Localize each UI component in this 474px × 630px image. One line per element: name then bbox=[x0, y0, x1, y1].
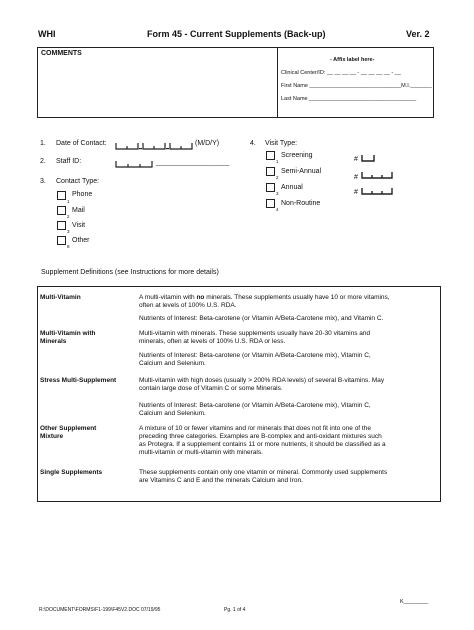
q2-number: 2. bbox=[40, 158, 46, 165]
contact-visit-code: 3 bbox=[67, 229, 70, 234]
staff-id-line[interactable]: ______________________ bbox=[156, 160, 230, 166]
def-multi-vitamin-minerals-nutrients2: Calcium and Selenium. bbox=[139, 360, 206, 367]
visit-annual-checkbox[interactable] bbox=[266, 183, 275, 192]
q2-label: Staff ID: bbox=[56, 158, 82, 165]
term-other-supplement-line1: Other Supplement bbox=[40, 425, 97, 432]
k-line-field[interactable]: K________ bbox=[400, 599, 429, 605]
visit-screening-code: 1 bbox=[276, 159, 279, 164]
contact-other-code: 8 bbox=[67, 244, 70, 249]
visit-nonroutine-checkbox[interactable] bbox=[266, 199, 275, 208]
affix-label: - Affix label here- bbox=[330, 57, 375, 63]
def-stress-nutrients2: Calcium and Selenium. bbox=[139, 410, 206, 417]
contact-phone-label: Phone bbox=[72, 191, 93, 198]
contact-other-checkbox[interactable] bbox=[57, 236, 66, 245]
last-name-field[interactable]: Last Name ___________________________________ bbox=[281, 96, 417, 102]
term-single-supplements: Single Supplements bbox=[40, 469, 103, 476]
annual-number-sign: # bbox=[354, 189, 358, 196]
date-of-contact-boxes[interactable] bbox=[116, 141, 192, 150]
q3-label: Contact Type: bbox=[56, 178, 100, 185]
visit-screening-label: Screening bbox=[281, 152, 313, 159]
semiannual-number-boxes[interactable] bbox=[362, 172, 392, 180]
def-multi-vitamin-line1: A multi-vitamin with no minerals. These supplements usually have 10 or more vitamins, bbox=[139, 294, 390, 301]
def-multi-vitamin-line2: often at levels of 100% U.S. RDA. bbox=[139, 302, 237, 309]
visit-nonroutine-label: Non-Routine bbox=[281, 200, 321, 207]
term-multi-vitamin-minerals-line1: Multi-Vitamin with bbox=[40, 330, 96, 337]
screening-number-sign: # bbox=[354, 156, 358, 163]
contact-other-label: Other bbox=[72, 237, 90, 244]
q4-label: Visit Type: bbox=[265, 140, 298, 147]
q1-label: Date of Contact: bbox=[56, 140, 107, 147]
visit-semiannual-checkbox[interactable] bbox=[266, 167, 275, 176]
def-multi-vitamin-minerals-line1: Multi-vitamin with minerals. These supplements usually have 20-30 vitamins and bbox=[139, 330, 371, 337]
contact-phone-checkbox[interactable] bbox=[57, 191, 66, 200]
def-other-line1: A mixture of 10 or fewer vitamins and /or minerals that does not fit into one of the bbox=[139, 425, 371, 432]
q4-number: 4. bbox=[250, 140, 256, 147]
visit-screening-checkbox[interactable] bbox=[266, 151, 275, 160]
visit-annual-label: Annual bbox=[281, 184, 303, 191]
contact-mail-code: 2 bbox=[67, 214, 70, 219]
q1-number: 1. bbox=[40, 140, 46, 147]
visit-semiannual-code: 2 bbox=[276, 175, 279, 180]
visit-nonroutine-code: 4 bbox=[276, 207, 279, 212]
def-multi-vitamin-minerals-nutrients1: Nutrients of Interest: Beta-carotene (or Vitamin A/Beta-Carotene mix), Vitamin C, bbox=[139, 352, 371, 359]
q3-number: 3. bbox=[40, 178, 46, 185]
def-multi-vitamin-nutrients: Nutrients of Interest: Beta-carotene (or Vitamin A/Beta-Carotene mix), and Vitamin C. bbox=[139, 315, 384, 322]
annual-number-boxes[interactable] bbox=[362, 188, 392, 196]
semiannual-number-sign: # bbox=[354, 174, 358, 181]
definitions-heading: Supplement Definitions (see Instructions for more details) bbox=[41, 269, 219, 276]
screening-number-box[interactable] bbox=[362, 155, 374, 163]
def-other-line4: multi-vitamin or multi-vitamin with minerals. bbox=[139, 449, 263, 456]
def-stress-nutrients1: Nutrients of Interest: Beta-carotene (or Vitamin A/Beta-Carotene mix), Vitamin C, bbox=[139, 402, 371, 409]
comments-divider bbox=[277, 48, 278, 117]
contact-visit-checkbox[interactable] bbox=[57, 221, 66, 230]
def-single-line1: These supplements contain only one vitamin or mineral. Commonly used supplements bbox=[139, 469, 388, 476]
contact-mail-checkbox[interactable] bbox=[57, 206, 66, 215]
header-left: WHI bbox=[38, 29, 56, 39]
contact-phone-code: 1 bbox=[67, 199, 70, 204]
def-other-line2: preceding three categories. Examples are B-complex and anti-oxidant mixtures such bbox=[139, 433, 382, 440]
term-other-supplement-line2: Mixture bbox=[40, 433, 64, 440]
term-multi-vitamin: Multi-Vitamin bbox=[40, 294, 81, 301]
clinical-center-id-field[interactable]: Clinical Center/ID: __ __ __ __ - __ __ __ __ - __ bbox=[281, 70, 401, 76]
q1-suffix: (M/D/Y) bbox=[195, 140, 220, 147]
term-multi-vitamin-minerals-line2: Minerals bbox=[40, 338, 67, 345]
form-version: Ver. 2 bbox=[406, 29, 430, 39]
def-multi-vitamin-minerals-line2: minerals, often at levels of 100% U.S. RDA or less. bbox=[139, 338, 286, 345]
comments-title: COMMENTS bbox=[41, 50, 82, 57]
first-name-field[interactable]: First Name ______________________________M.I._______ bbox=[281, 83, 432, 89]
footer-page: Pg. 1 of 4 bbox=[224, 607, 246, 613]
def-stress-line2: contain large dose of Vitamin C or some Minerals. bbox=[139, 385, 283, 392]
visit-annual-code: 3 bbox=[276, 191, 279, 196]
staff-id-boxes[interactable] bbox=[116, 159, 152, 168]
def-stress-line1: Multi-vitamin with high doses (usually > 200% RDA levels) of several B-vitamins. May bbox=[139, 377, 385, 384]
visit-semiannual-label: Semi-Annual bbox=[281, 168, 322, 175]
form-title: Form 45 - Current Supplements (Back-up) bbox=[147, 29, 326, 39]
contact-visit-label: Visit bbox=[72, 222, 86, 229]
def-single-line2: are Vitamins C and E and the minerals Calcium and Iron. bbox=[139, 477, 303, 484]
contact-mail-label: Mail bbox=[72, 207, 85, 214]
def-other-line3: as Protegra. If a supplement contains 11 or more nutrients, it should be classified as a bbox=[139, 441, 386, 448]
term-stress-multi-supplement: Stress Multi-Supplement bbox=[40, 377, 117, 384]
footer-path: R:\DOCUMENT\FORMS\F1-199\F45V2.DOC 07/19/95 bbox=[39, 607, 161, 613]
